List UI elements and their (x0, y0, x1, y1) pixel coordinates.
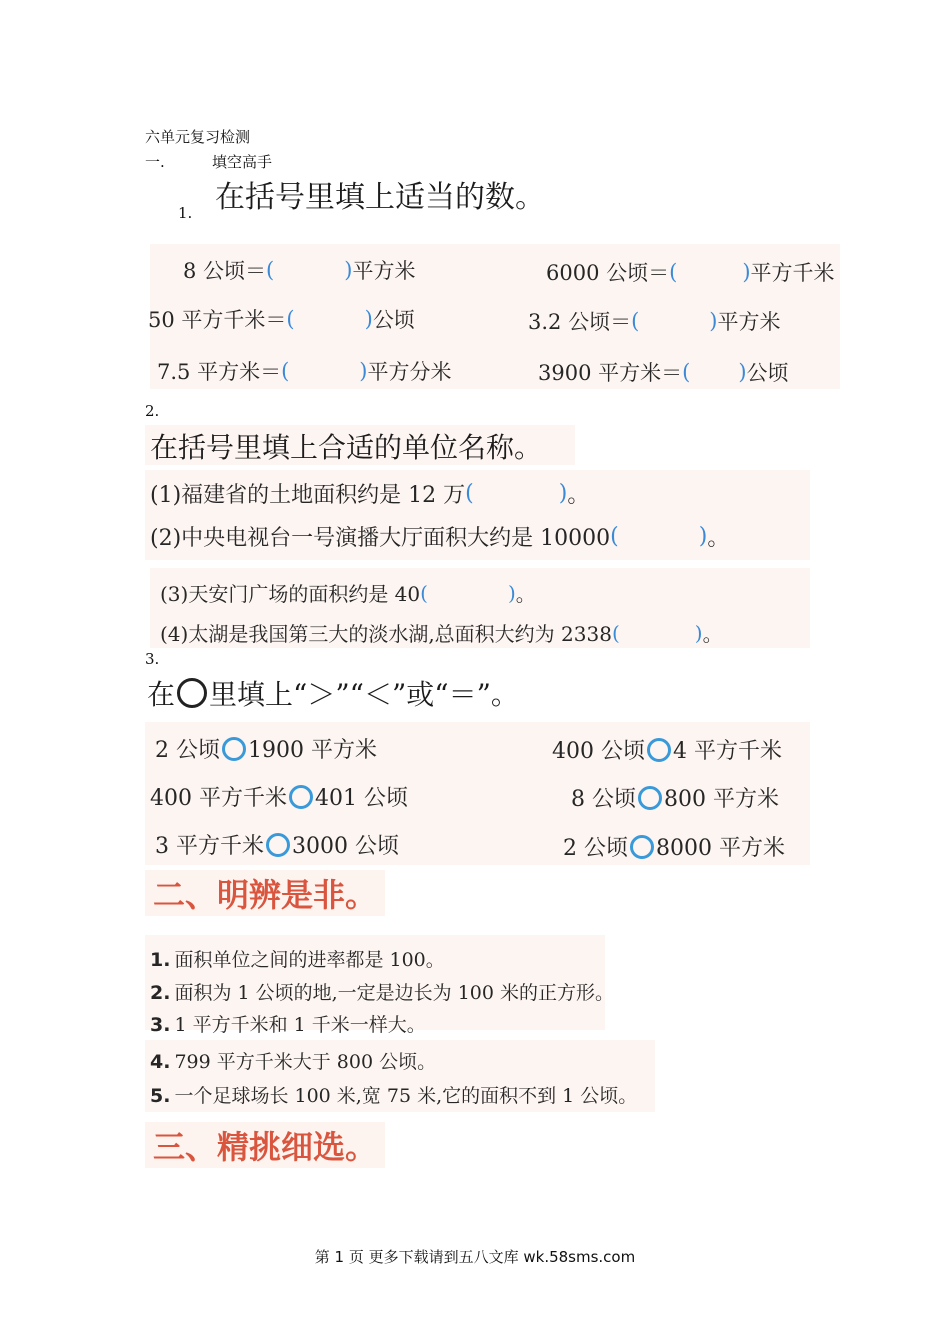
part-number: 一. (145, 153, 165, 171)
unit-item: (3)天安门广场的面积约是 40 ( ) 。 (160, 580, 536, 606)
compare-item: 2 公顷 1900 平方米 (155, 738, 377, 763)
section-title: 二、明辨是非。 (145, 870, 385, 916)
fill-item: 8 公顷＝ ( ) 平方米 (183, 258, 416, 283)
compare-circle[interactable] (647, 738, 671, 762)
question-number: 1. (178, 204, 193, 222)
fill-item: 3.2 公顷＝ ( ) 平方米 (528, 309, 781, 334)
section-title: 三、精挑细选。 (145, 1122, 385, 1168)
question-title: 在括号里填上适当的数。 (215, 180, 545, 215)
page-footer: 第 1 页 更多下载请到五八文库 wk.58sms.com (314, 1248, 636, 1266)
fill-item: 50 平方千米＝ ( ) 公顷 (148, 307, 415, 332)
question-title: 在 里填上“＞”“＜”或“＝”。 (147, 678, 519, 711)
fill-item: 3900 平方米＝ ( ) 公顷 (538, 360, 789, 385)
judge-item: 4. 799 平方千米大于 800 公顷。 (150, 1051, 437, 1073)
unit-item: (1)福建省的土地面积约是 12 万 ( ) 。 (150, 481, 590, 508)
question-number: 3. (145, 650, 160, 668)
document-title: 六单元复习检测 (145, 128, 251, 146)
compare-item: 400 平方千米 401 公顷 (150, 786, 408, 811)
part-label: 填空高手 (212, 153, 273, 171)
compare-circle[interactable] (289, 785, 313, 809)
unit-item: (4)太湖是我国第三大的淡水湖,总面积大约为 2338 ( ) 。 (160, 620, 723, 646)
judge-item: 2. 面积为 1 公顷的地,一定是边长为 100 米的正方形。 (150, 982, 615, 1004)
compare-circle[interactable] (630, 835, 654, 859)
compare-item: 3 平方千米 3000 公顷 (155, 834, 399, 859)
fill-item: 7.5 平方米＝ ( ) 平方分米 (157, 359, 452, 384)
judge-item: 5. 一个足球场长 100 米,宽 75 米,它的面积不到 1 公顷。 (150, 1085, 638, 1107)
compare-item: 400 公顷 4 平方千米 (552, 739, 782, 764)
compare-circle[interactable] (638, 786, 662, 810)
question-title: 在括号里填上合适的单位名称。 (150, 431, 543, 464)
compare-circle[interactable] (222, 737, 246, 761)
compare-item: 2 公顷 8000 平方米 (563, 836, 785, 861)
judge-item: 1. 面积单位之间的进率都是 100。 (150, 949, 445, 971)
question-number: 2. (145, 402, 160, 420)
judge-item: 3. 1 平方千米和 1 千米一样大。 (150, 1014, 426, 1036)
compare-item: 8 公顷 800 平方米 (571, 787, 779, 812)
circle-icon (177, 678, 207, 708)
unit-item: (2)中央电视台一号演播大厅面积大约是 10000 ( ) 。 (150, 524, 730, 551)
fill-item: 6000 公顷＝ ( ) 平方千米 (546, 260, 835, 285)
compare-circle[interactable] (266, 833, 290, 857)
